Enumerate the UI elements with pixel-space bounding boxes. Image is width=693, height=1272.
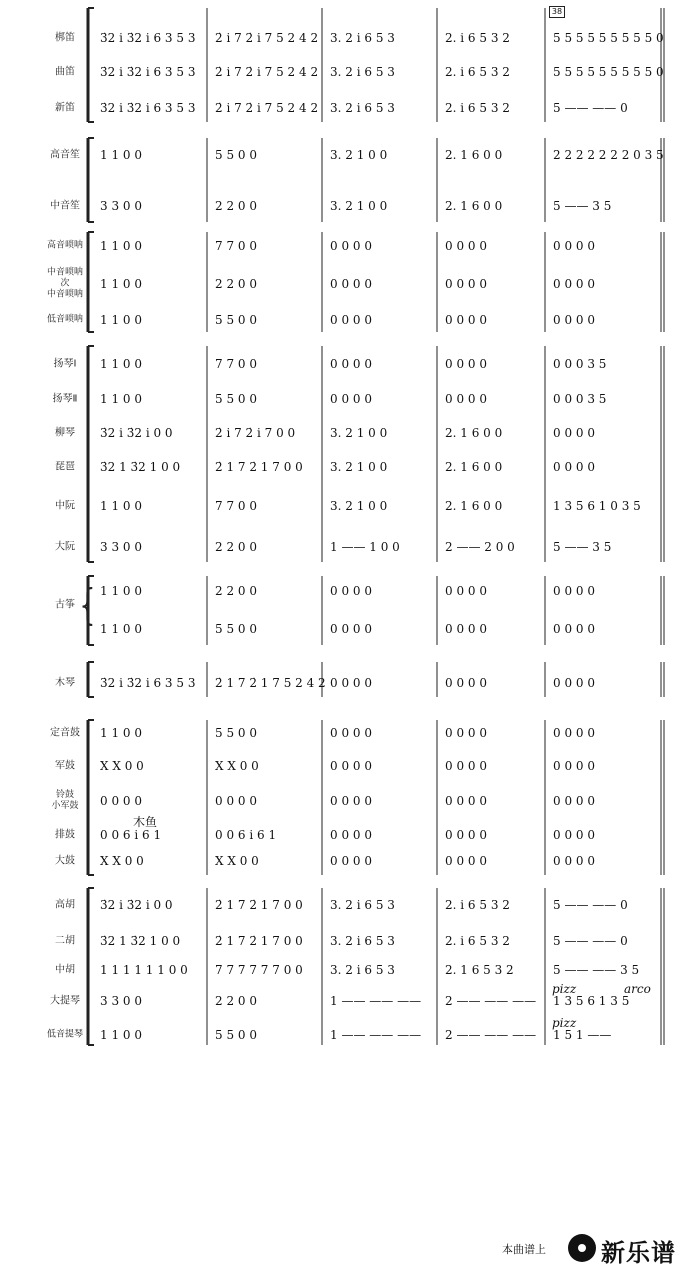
- measure-notes: 2. 1 6 0 0: [445, 426, 503, 440]
- measure-notes: 3 3 0 0: [100, 994, 142, 1008]
- instrument-labels: [0, 0, 96, 1100]
- measure-notes: 2̇ i 7 2̇ i 7 0 0: [215, 426, 296, 440]
- measure-notes: 5 —— —— 0: [553, 101, 628, 115]
- measure-notes: 3. 2 i 6 5 3: [330, 31, 395, 45]
- measure-notes: 2 2 2 2 2 2 2 0 3 5: [553, 148, 664, 162]
- measure-notes: 0 0 0 0: [445, 828, 487, 842]
- measure-notes: 0 0 0 0: [330, 854, 372, 868]
- measure-notes: 2̇ 1 7 2̇ 1 7 0 0: [215, 898, 303, 912]
- footer-text: 本曲谱上: [502, 1243, 546, 1256]
- measure-notes: 5 5 0 0: [215, 313, 257, 327]
- measure-notes: 3̇2 1 3̇2 1 0 0: [100, 460, 181, 474]
- measure-notes: 3. 2 i 6 5 3: [330, 898, 395, 912]
- measure-notes: 2 —— —— ——: [445, 1028, 537, 1042]
- measure-notes: 0 0 0 0: [445, 357, 487, 371]
- measure-notes: 1 1 0 0: [100, 726, 142, 740]
- measure-notes: 5 5 0 0: [215, 392, 257, 406]
- measure-notes: 0 0 0 0: [330, 622, 372, 636]
- measure-notes: 0 0 0 0: [330, 584, 372, 598]
- measure-notes: 3. 2 1 0 0: [330, 426, 388, 440]
- record-logo-icon: [568, 1234, 596, 1262]
- instrument-label: 新笛: [55, 102, 75, 114]
- measure-notes: 2. 1 6 0 0: [445, 460, 503, 474]
- measure-notes: X X 0 0: [215, 854, 259, 868]
- measure-notes: 0 0 0 0: [215, 794, 257, 808]
- measure-notes: 7 7 7 7 7 7 0 0: [215, 963, 303, 977]
- measure-notes: 0 0 0 0: [553, 460, 595, 474]
- measure-notes: 3 3 0 0: [100, 199, 142, 213]
- measure-notes: 3 3 0 0: [100, 540, 142, 554]
- measure-notes: 2 2 0 0: [215, 277, 257, 291]
- measure-notes: 0 0 0 0: [330, 239, 372, 253]
- instrument-label: 低音提琴: [46, 1029, 83, 1040]
- annotation-pizz: pizz: [552, 1016, 577, 1030]
- measure-notes: 2. 1 6 0 0: [445, 199, 503, 213]
- measure-notes: X X 0 0: [100, 759, 144, 773]
- instrument-label: 木琴: [55, 677, 75, 689]
- instrument-label: 曲笛: [55, 66, 75, 78]
- measure-notes: 0 0 0 0: [553, 794, 595, 808]
- measure-notes: 1 —— —— ——: [330, 994, 422, 1008]
- instrument-label: 大鼓: [55, 855, 75, 867]
- measure-notes: 3. 2 1 0 0: [330, 148, 388, 162]
- measure-notes: 7 7 0 0: [215, 499, 257, 513]
- measure-notes: 3. 2 i 6 5 3: [330, 101, 395, 115]
- measure-notes: 2. i 6 5 3 2: [445, 101, 510, 115]
- measure-notes: 5 5 0 0: [215, 148, 257, 162]
- measure-notes: 0 0 0 0: [553, 313, 595, 327]
- measure-notes: 0 0 0 0: [553, 277, 595, 291]
- measure-notes: 0 0 0 0: [330, 759, 372, 773]
- measure-notes: 0 0 0 0: [445, 726, 487, 740]
- measure-notes: 0 0 0 0: [330, 357, 372, 371]
- footer[interactable]: [500, 1232, 690, 1268]
- measure-notes: 2 2 0 0: [215, 540, 257, 554]
- measure-notes: 0 0 0 0: [553, 828, 595, 842]
- instrument-label: 铃鼓 小军鼓: [51, 790, 79, 811]
- instrument-label: 中音笙: [50, 200, 80, 212]
- measure-notes: 0 0 0 3 5: [553, 357, 607, 371]
- measure-notes: 0 0 0 0: [330, 392, 372, 406]
- measure-notes: 2̇ 1 7 2̇ 1 7 0 0: [215, 934, 303, 948]
- measure-notes: 0 0 0 0: [100, 794, 142, 808]
- measure-notes: 0 0 0 0: [553, 239, 595, 253]
- measure-notes: 0 0 0 0: [553, 622, 595, 636]
- measure-notes: 5 —— 3 5: [553, 199, 612, 213]
- measure-notes: 3. 2 1 0 0: [330, 460, 388, 474]
- instrument-label: 中胡: [55, 964, 75, 976]
- measure-notes: 5 —— —— 0: [553, 934, 628, 948]
- measure-notes: 0 0 0 0: [445, 794, 487, 808]
- measure-notes: 0 0 0 0: [445, 854, 487, 868]
- measure-notes: 2. 1 6 0 0: [445, 499, 503, 513]
- measure-notes: 0 0 0 0: [330, 794, 372, 808]
- measure-notes: 0 0 0 3 5: [553, 392, 607, 406]
- measure-notes: 5 —— —— 0: [553, 898, 628, 912]
- measure-notes: 1 1 0 0: [100, 277, 142, 291]
- measure-notes: 1 1 1 1 1 1 0 0: [100, 963, 188, 977]
- staff-group-plucked: [88, 346, 664, 562]
- measure-notes: 2̇ i 7 2̇ i 7 5 2 4 2: [215, 101, 319, 115]
- measure-notes: 0 0 0 0: [553, 676, 595, 690]
- instrument-label: 中音唢呐 次 中音唢呐: [46, 267, 83, 300]
- measure-notes: 3̇2 i 3̇2 i 6 3 5 3: [100, 101, 196, 115]
- instrument-label: 军鼓: [55, 760, 75, 772]
- measure-notes: 0 0 0 0: [445, 759, 487, 773]
- measure-notes: 3̇2 i 3̇2 i 0 0: [100, 426, 173, 440]
- measure-notes: 0 0 0 0: [553, 759, 595, 773]
- measure-notes: 2. i 6 5 3 2: [445, 65, 510, 79]
- measure-notes: 0 0 0 0: [445, 239, 487, 253]
- measure-notes: 2̇ i 7 2̇ i 7 5 2 4 2: [215, 31, 319, 45]
- annotation-muyu: 木鱼: [133, 815, 158, 829]
- measure-notes: 2. i 6 5 3 2: [445, 898, 510, 912]
- measure-notes: 3̇2 i 3̇2 i 6 3 5 3: [100, 676, 196, 690]
- measure-notes: 7 7 0 0: [215, 357, 257, 371]
- measure-notes: 0 0 0 0: [330, 828, 372, 842]
- measure-notes: 2̇ 1 7 2̇ 1 7 0 0: [215, 460, 303, 474]
- measure-notes: 5 5 0 0: [215, 622, 257, 636]
- measure-notes: 1 —— —— ——: [330, 1028, 422, 1042]
- measure-notes: 2. 1 6 0 0: [445, 148, 503, 162]
- measure-notes: 1 1 0 0: [100, 622, 142, 636]
- measure-notes: 1 1 0 0: [100, 1028, 142, 1042]
- measure-notes: 5 5 0 0: [215, 726, 257, 740]
- measure-notes: 2. i 6 5 3 2: [445, 934, 510, 948]
- measure-notes: 0 0 0 0: [330, 313, 372, 327]
- measure-notes: 3. 2 i 6 5 3: [330, 963, 395, 977]
- measure-notes: 0 0 0 0: [553, 426, 595, 440]
- instrument-label: 扬琴Ⅰ: [53, 358, 77, 370]
- measure-notes: 3̇2 i 3̇2 i 6 3 5 3: [100, 65, 196, 79]
- measure-notes: 5 —— —— 3 5: [553, 963, 640, 977]
- measure-notes: 3. 2 i 6 5 3: [330, 65, 395, 79]
- measure-notes: 1 1 0 0: [100, 392, 142, 406]
- instrument-label: 高音笙: [50, 149, 80, 161]
- instrument-label: 二胡: [55, 935, 75, 947]
- measure-notes: 1 5 1 ——: [553, 1028, 612, 1042]
- measure-notes: 1 1 0 0: [100, 148, 142, 162]
- measure-notes: 0 0 0 0: [330, 277, 372, 291]
- instrument-label: 琵琶: [55, 461, 75, 473]
- annotation-pizz: pizz: [552, 982, 577, 996]
- instrument-label: 高音唢呐: [46, 240, 83, 251]
- instrument-label: 扬琴Ⅱ: [52, 393, 78, 405]
- measure-notes: 0 0 0 0: [445, 392, 487, 406]
- rehearsal-mark: 38: [549, 6, 565, 18]
- measure-notes: 2 —— —— ——: [445, 994, 537, 1008]
- measure-notes: 0 0 0 0: [553, 726, 595, 740]
- measure-notes: 5 5 5 5 5 5 5 5 5 0: [553, 65, 664, 79]
- measure-notes: 2̇ 1 7 2̇ 1 7 5 2 4 2: [215, 676, 326, 690]
- measure-notes: 1 3 5 6 1 0 3 5: [553, 499, 641, 513]
- measure-notes: 5 5 5 5 5 5 5 5 5 0: [553, 31, 664, 45]
- instrument-label: 定音鼓: [50, 727, 80, 739]
- measure-notes: 2 2 0 0: [215, 584, 257, 598]
- measure-notes: 3. 2 1 0 0: [330, 499, 388, 513]
- instrument-label: 柳琴: [55, 427, 75, 439]
- measure-notes: 7 7 0 0: [215, 239, 257, 253]
- instrument-label: 低音唢呐: [46, 314, 83, 325]
- measure-notes: 1 1 0 0: [100, 357, 142, 371]
- instrument-label: 大提琴: [50, 995, 80, 1007]
- measure-notes: 0 0 0 0: [330, 676, 372, 690]
- measure-notes: 2̇ i 7 2̇ i 7 5 2 4 2: [215, 65, 319, 79]
- measure-notes: 1 1 0 0: [100, 584, 142, 598]
- measure-notes: 1 1 0 0: [100, 499, 142, 513]
- measure-notes: 0 0 0 0: [445, 584, 487, 598]
- instrument-label: 大阮: [55, 541, 75, 553]
- instrument-label: 排鼓: [55, 829, 75, 841]
- measure-notes: 0 0 0 0: [553, 584, 595, 598]
- measure-notes: 0 0 0 0: [553, 854, 595, 868]
- measure-notes: 3. 2 1 0 0: [330, 199, 388, 213]
- measure-notes: 1 1 0 0: [100, 313, 142, 327]
- instrument-label: 古筝: [55, 599, 75, 611]
- measure-notes: 1 1 0 0: [100, 239, 142, 253]
- instrument-label: 高胡: [55, 899, 75, 911]
- measure-notes: 0 0 0 0: [445, 676, 487, 690]
- measure-notes: 5 5 0 0: [215, 1028, 257, 1042]
- measure-notes: 0 0 0 0: [445, 622, 487, 636]
- measure-notes: 5 —— 3 5: [553, 540, 612, 554]
- measure-notes: 2 —— 2 0 0: [445, 540, 515, 554]
- measure-notes: 0 0 0 0: [445, 313, 487, 327]
- measure-notes: X X 0 0: [100, 854, 144, 868]
- measure-notes: 2 2 0 0: [215, 994, 257, 1008]
- brand-name: 新乐谱: [601, 1239, 676, 1267]
- measure-notes: 2. i 6 5 3 2: [445, 31, 510, 45]
- instrument-label: 中阮: [55, 500, 75, 512]
- measure-notes: X X 0 0: [215, 759, 259, 773]
- measure-notes: 0 0 0 0: [445, 277, 487, 291]
- instrument-label: 梆笛: [55, 32, 75, 44]
- measure-notes: 3. 2 i 6 5 3: [330, 934, 395, 948]
- measure-notes: 0 0 6 i 6 1: [100, 828, 162, 842]
- measure-notes: 3̇2 i 3̇2 i 6 3 5 3: [100, 31, 196, 45]
- measure-notes: 1 —— 1 0 0: [330, 540, 400, 554]
- measure-notes: 2 2 0 0: [215, 199, 257, 213]
- measure-notes: 1 3 5 6 1 3 5: [553, 994, 630, 1008]
- measure-notes: 0 0 6 i 6 1: [215, 828, 277, 842]
- annotation-arco: arco: [624, 982, 651, 996]
- measure-notes: 3̇2 1 3̇2 1 0 0: [100, 934, 181, 948]
- measure-notes: 3̇2 i 3̇2 i 0 0: [100, 898, 173, 912]
- brace-icon: {: [79, 580, 96, 629]
- measure-notes: 0 0 0 0: [330, 726, 372, 740]
- measure-notes: 2. 1 6 5 3 2: [445, 963, 514, 977]
